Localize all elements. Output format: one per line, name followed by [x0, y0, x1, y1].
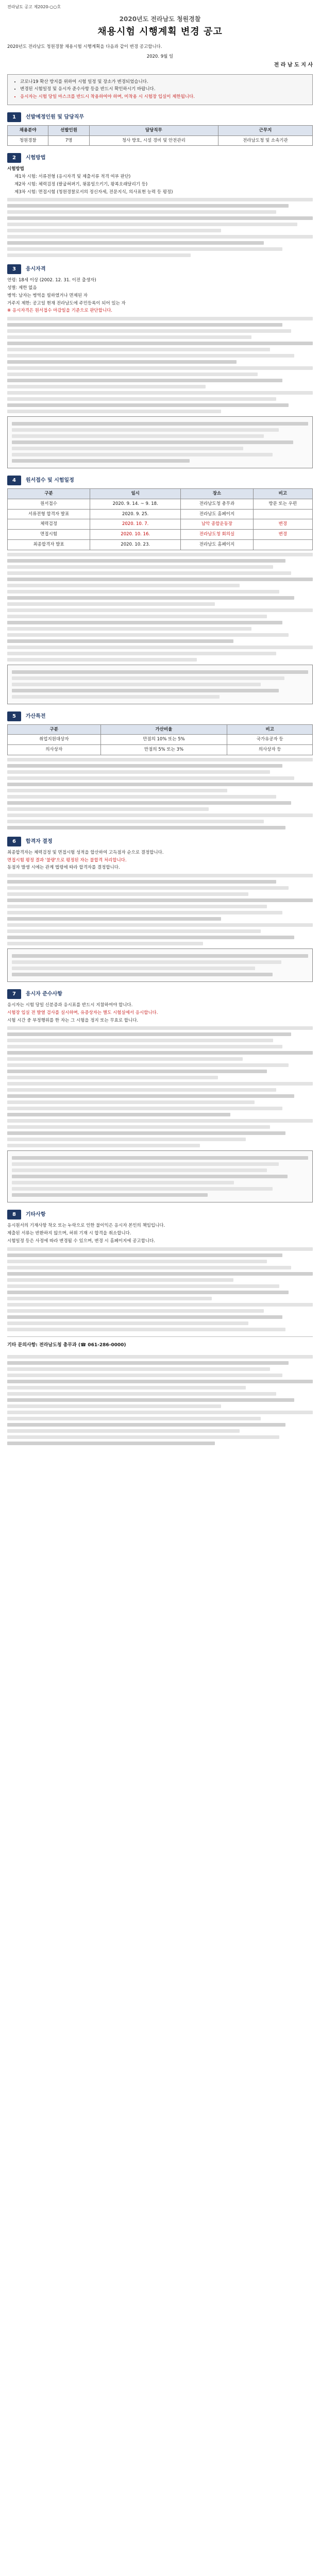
- section-number: 8: [7, 1210, 21, 1219]
- exam-detail-text: [7, 198, 313, 257]
- table-cell: 전라남도 홈페이지: [181, 539, 253, 550]
- table-header: 가산비율: [100, 724, 227, 735]
- disqualification-box: [7, 416, 313, 468]
- section-number: 5: [7, 711, 21, 721]
- table-row: [8, 530, 313, 540]
- rules-detail-text: [7, 1026, 313, 1147]
- etc-block: [7, 1223, 313, 1244]
- bonus-table: [7, 724, 313, 755]
- contact-info: 기타 문의사항: 전라남도청 총무과 (☎ 061-286-0000): [7, 1342, 126, 1348]
- section-6-heading: [7, 837, 313, 846]
- eligibility-detail-text: [7, 317, 313, 413]
- title-block: [7, 14, 313, 39]
- section-number: 7: [7, 989, 21, 999]
- table-cell: 2020. 10. 16.: [90, 530, 181, 540]
- table-header: 비고: [227, 724, 313, 735]
- positions-table: [7, 125, 313, 146]
- issuer: 전 라 남 도 지 사: [274, 62, 313, 68]
- table-header: 담당직무: [89, 125, 218, 135]
- page-subtitle: 2020년도 전라남도 청원경찰: [119, 15, 201, 23]
- exam-method-block: [7, 166, 313, 195]
- sub-heading: 시험방법: [7, 166, 24, 172]
- pass-detail-text: [7, 874, 313, 945]
- section-title: 선발예정인원 및 담당직무: [25, 114, 85, 120]
- notice-date: 2020. 9월 일: [146, 54, 174, 59]
- covid-notice-box: [7, 1150, 313, 1202]
- schedule-table: [7, 488, 313, 550]
- doc-number: 전라남도 공고 제2020-○○호: [7, 5, 61, 9]
- eligibility-military: 병역: 남자는 병역을 필하였거나 면제된 자: [7, 293, 88, 298]
- decision-line: 동점자 발생 시에는 관계 법령에 따라 합격자를 결정합니다.: [7, 865, 120, 871]
- eligibility-note: ※ 응시자격은 원서접수 마감일을 기준으로 판단합니다.: [7, 308, 112, 314]
- table-header: 선발인원: [48, 125, 89, 135]
- table-cell: 서류전형 합격자 발표: [8, 509, 90, 519]
- section-title: 응시자 준수사항: [25, 991, 62, 997]
- etc-line: 제출된 서류는 반환하지 않으며, 허위 기재 시 합격을 취소합니다.: [7, 1231, 131, 1236]
- table-row: [8, 519, 313, 530]
- table-header: 구분: [8, 489, 90, 499]
- pass-decision-block: [7, 850, 313, 871]
- decision-line: 면접시험 평정 결과 '불량'으로 평정된 자는 불합격 처리합니다.: [7, 857, 127, 863]
- table-header: 채용분야: [8, 125, 48, 135]
- etc-line: 응시원서의 기재사항 착오 또는 누락으로 인한 불이익은 응시자 본인의 책임입니다.: [7, 1223, 165, 1229]
- table-cell: 남악 종합운동장: [181, 519, 253, 530]
- rule-line: 응시자는 시험 당일 신분증과 응시표를 반드시 지참하여야 합니다.: [7, 1003, 133, 1008]
- rule-line: 시험 시간 중 부정행위를 한 자는 그 시험을 정지 또는 무효로 합니다.: [7, 1018, 139, 1023]
- section-title: 가산특전: [25, 713, 46, 719]
- table-row: [8, 135, 313, 146]
- table-cell: 방문 또는 우편: [253, 499, 312, 509]
- section-number: 1: [7, 112, 21, 122]
- rule-line: 시험장 입실 전 발열 검사를 실시하며, 유증상자는 별도 시험실에서 응시합니다.: [7, 1010, 158, 1015]
- table-cell: 전라남도청 총무과: [181, 499, 253, 509]
- table-header: 장소: [181, 489, 253, 499]
- notice-item: • 변경된 시험일정 및 응시자 준수사항 등을 반드시 확인하시기 바랍니다.: [20, 86, 307, 93]
- table-header: 비고: [253, 489, 312, 499]
- table-header: 일시: [90, 489, 181, 499]
- eligibility-block: [7, 277, 313, 314]
- table-row: [8, 509, 313, 519]
- section-number: 6: [7, 837, 21, 846]
- section-7-heading: [7, 989, 313, 999]
- application-detail-text: [7, 553, 313, 662]
- etc-line: 시험일정 등은 사정에 따라 변경될 수 있으며, 변경 시 홈페이지에 공고합니다.: [7, 1238, 155, 1244]
- section-4-heading: [7, 476, 313, 485]
- table-cell: 면접시험: [8, 530, 90, 540]
- eligibility-age: 연령: 18세 이상 (2002. 12. 31. 이전 출생자): [7, 278, 96, 283]
- notice-box: [7, 74, 313, 105]
- section-number: 4: [7, 476, 21, 485]
- table-cell: 전라남도 홈페이지: [181, 509, 253, 519]
- eligibility-residence: 거주지 제한: 공고일 현재 전라남도에 주민등록이 되어 있는 자: [7, 300, 126, 306]
- section-number: 3: [7, 264, 21, 274]
- table-cell: 7명: [48, 135, 89, 146]
- section-1-heading: [7, 112, 313, 122]
- table-cell: 만점의 10% 또는 5%: [100, 735, 227, 745]
- table-row: [8, 735, 313, 745]
- table-cell: 의사상자 등: [227, 745, 313, 755]
- table-header: 근무지: [218, 125, 312, 135]
- table-cell: 2020. 9. 14. ~ 9. 18.: [90, 499, 181, 509]
- section-title: 기타사항: [25, 1212, 46, 1218]
- table-cell: 원서접수: [8, 499, 90, 509]
- section-title: 원서접수 및 시험일정: [25, 478, 74, 483]
- table-cell: 변경: [253, 519, 312, 530]
- eligibility-gender: 성별: 제한 없음: [7, 285, 37, 291]
- table-row: [8, 499, 313, 509]
- table-cell: [253, 539, 312, 550]
- section-8-heading: [7, 1210, 313, 1219]
- table-header: 구분: [8, 724, 101, 735]
- table-cell: 2020. 10. 7.: [90, 519, 181, 530]
- appendix-text: [7, 1355, 313, 1445]
- section-number: 2: [7, 153, 21, 163]
- exam-line: 제1차 시험: 서류전형 (응시자격 및 제출서류 적격 여부 판단): [14, 174, 131, 179]
- decision-line: 최종합격자는 체력검정 및 면접시험 성적을 합산하여 고득점자 순으로 결정합니다.: [7, 850, 164, 855]
- section-3-heading: [7, 264, 313, 274]
- table-cell: 청원경찰: [8, 135, 48, 146]
- rules-block: [7, 1002, 313, 1024]
- table-cell: 만점의 5% 또는 3%: [100, 745, 227, 755]
- table-cell: 2020. 9. 25.: [90, 509, 181, 519]
- intro-text: 2020년도 전라남도 청원경찰 채용시험 시행계획을 다음과 같이 변경 공고합니다.: [7, 44, 162, 49]
- table-cell: 국가유공자 등: [227, 735, 313, 745]
- table-cell: 청사 방호, 시설 경비 및 안전관리: [89, 135, 218, 146]
- section-title: 시험방법: [25, 155, 46, 161]
- notice-item-highlight: • 응시자는 시험 당일 마스크를 반드시 착용하여야 하며, 미착용 시 시험장 입실이 제한됩니다.: [20, 94, 307, 100]
- table-row: [8, 745, 313, 755]
- etc-detail-text: [7, 1247, 313, 1331]
- table-cell: 의사상자: [8, 745, 101, 755]
- table-cell: 전라남도청 및 소속기관: [218, 135, 312, 146]
- exam-line: 제2차 시험: 체력검정 (팔굽혀펴기, 윗몸일으키기, 왕복오래달리기 등): [14, 181, 148, 187]
- table-row: [8, 539, 313, 550]
- table-cell: 변경: [253, 530, 312, 540]
- table-cell: 최종합격자 발표: [8, 539, 90, 550]
- section-2-heading: [7, 153, 313, 163]
- section-title: 응시자격: [25, 266, 46, 273]
- exam-line: 제3차 시험: 면접시험 (청원경찰로서의 정신자세, 전문지식, 의사표현 능력 등 평정): [14, 189, 173, 195]
- table-cell: 2020. 10. 23.: [90, 539, 181, 550]
- section-5-heading: [7, 711, 313, 721]
- table-cell: 취업지원대상자: [8, 735, 101, 745]
- bonus-detail-text: [7, 758, 313, 829]
- application-notice-box: [7, 665, 313, 704]
- pass-notice-box: [7, 948, 313, 982]
- table-cell: 전라남도청 회의실: [181, 530, 253, 540]
- table-cell: [253, 509, 312, 519]
- section-title: 합격자 결정: [25, 838, 53, 844]
- page-title: 채용시험 시행계획 변경 공고: [97, 26, 223, 37]
- notice-item: • 코로나19 확산 방지를 위하여 시험 일정 및 장소가 변경되었습니다.: [20, 79, 307, 86]
- table-cell: 체력검정: [8, 519, 90, 530]
